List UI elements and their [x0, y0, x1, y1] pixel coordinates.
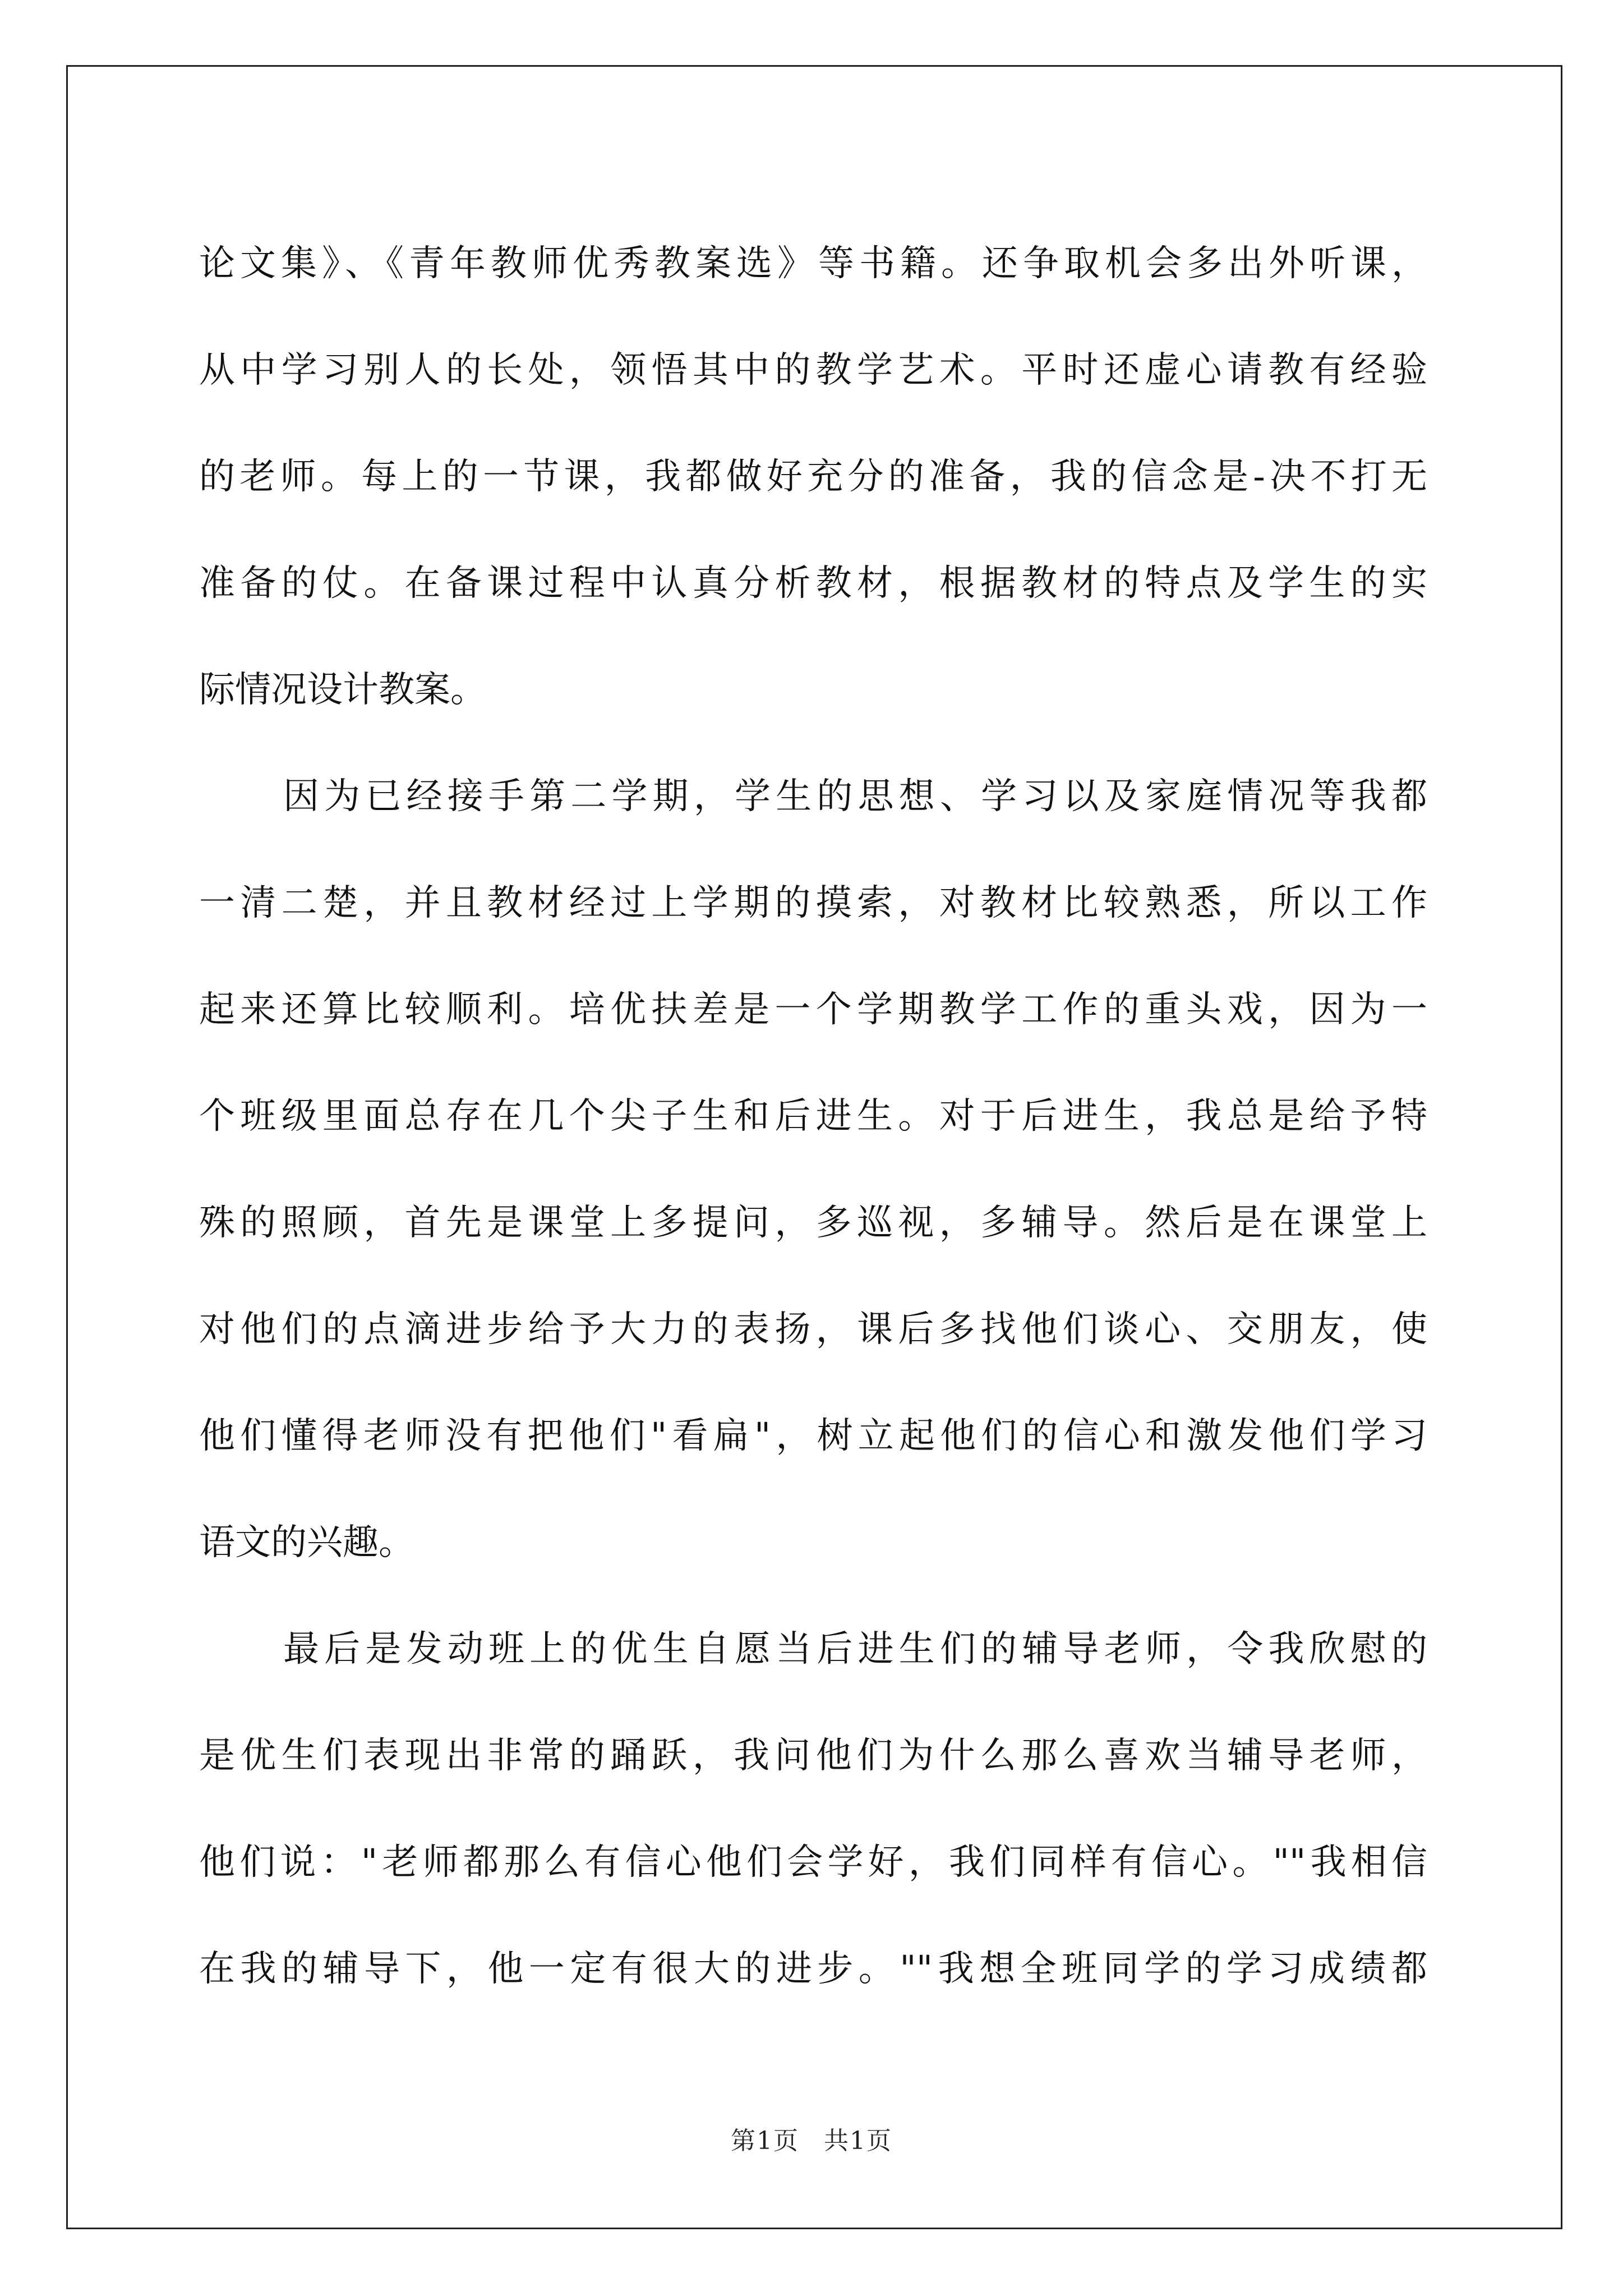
paragraph [199, 743, 1427, 1596]
text-line: 论文集》、《青年教师优秀教案选》等书籍。还争取机会多出外听课， [199, 243, 1427, 284]
text-line: 是优生们表现出非常的踊跃，我问他们为什么那么喜欢当辅导老师， [199, 1735, 1427, 1777]
text-line: 起来还算比较顺利。培优扶差是一个学期教学工作的重头戏，因为一 [199, 989, 1427, 1030]
text-line: 准备的仗。在备课过程中认真分析教材，根据教材的特点及学生的实 [199, 563, 1427, 604]
document-body [199, 210, 1427, 2022]
page-footer [0, 2120, 1623, 2156]
text-line: 际情况设计教案。 [199, 669, 486, 711]
text-line: 从中学习别人的长处，领悟其中的教学艺术。平时还虚心请教有经验 [199, 349, 1427, 391]
text-line: 因为已经接手第二学期，学生的思想、学习以及家庭情况等我都 [283, 776, 1427, 817]
text-line: 他们说："老师都那么有信心他们会学好，我们同样有信心。""我相信 [199, 1842, 1427, 1883]
text-line: 他们懂得老师没有把他们"看扁"，树立起他们的信心和激发他们学习 [199, 1415, 1427, 1457]
text-line: 个班级里面总存在几个尖子生和后进生。对于后进生，我总是给予特 [199, 1096, 1427, 1137]
text-line: 对他们的点滴进步给予大力的表扬，课后多找他们谈心、交朋友，使 [199, 1309, 1427, 1350]
page-number: 第1页 [731, 2127, 799, 2155]
text-line: 殊的照顾，首先是课堂上多提问，多巡视，多辅导。然后是在课堂上 [199, 1202, 1427, 1244]
text-line: 最后是发动班上的优生自愿当后进生们的辅导老师，令我欣慰的 [283, 1628, 1427, 1670]
text-line: 在我的辅导下，他一定有很大的进步。""我想全班同学的学习成绩都 [199, 1948, 1427, 1990]
paragraph [199, 1596, 1427, 2022]
paragraph [199, 210, 1427, 743]
page-total: 共1页 [824, 2127, 892, 2155]
text-line: 一清二楚，并且教材经过上学期的摸索，对教材比较熟悉，所以工作 [199, 882, 1427, 924]
text-line: 的老师。每上的一节课，我都做好充分的准备，我的信念是-决不打无 [199, 456, 1427, 498]
text-line: 语文的兴趣。 [199, 1522, 414, 1563]
